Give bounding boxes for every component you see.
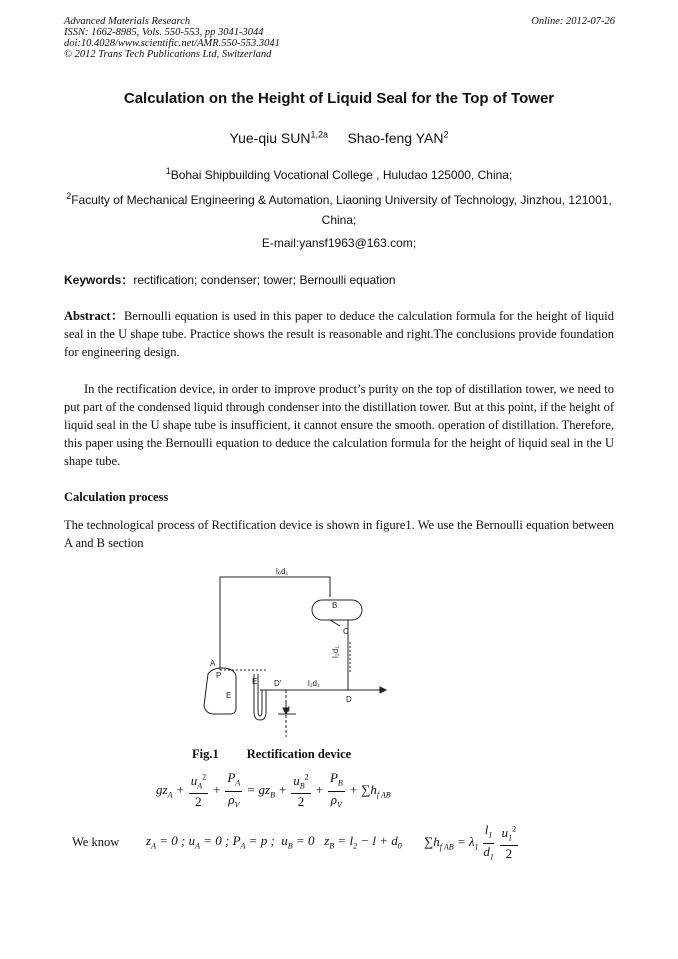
top-pipe xyxy=(220,577,330,670)
online-date: Online: 2012-07-26 xyxy=(531,16,615,27)
author-2-sup: 2 xyxy=(443,129,449,140)
label-Eprime: E' xyxy=(252,677,259,686)
author-2: Shao-feng YAN xyxy=(347,130,444,146)
label-Dprime: D' xyxy=(274,679,282,688)
label-l: l xyxy=(288,705,290,714)
friction-loss-formula: $\sum h_{f AB} = \lambda_1$ $\frac{l_1}{d_1}$ $\frac{u_1^2}{2}$ xyxy=(424,822,517,862)
process-paragraph: The technological process of Rectification device is shown in figure1. We use the Bernoulli equation between A and B section xyxy=(64,518,614,550)
figure-number: Fig.1 xyxy=(192,747,219,761)
affiliation-2: $^2$Faculty of Mechanical Engineering & Automation, Liaoning University of Technology, Jinzhou, 121001, China; xyxy=(66,191,612,227)
issn: ISSN: 1662-8985, Vols. 550-553, pp 3041-3044 xyxy=(64,27,264,38)
section-heading: Calculation process xyxy=(64,490,169,504)
author-1-sup: 1,2a xyxy=(310,129,328,140)
we-know-label: We know xyxy=(72,835,120,849)
abstract-text: Bernoulli equation is used in this paper to deduce the calculation formula for the height of liquid seal in the U shape tube. Practice shows the result is reasonable and right.The conclusions provide foundation for engineering design. xyxy=(64,309,615,359)
doi: doi:10.4028/www.scientific.net/AMR.550-553.3041 xyxy=(64,38,280,49)
label-E: E xyxy=(226,691,232,700)
email: E-mail:yansf1963@163.com; xyxy=(261,236,417,250)
abstract xyxy=(64,307,614,361)
label-B: B xyxy=(332,601,338,610)
journal-name: Advanced Materials Research xyxy=(64,16,191,27)
abstract-label: Abstract： xyxy=(64,309,124,323)
keywords-label: Keywords： xyxy=(64,273,134,287)
affiliation-1: $^1$Bohai Shipbuilding Vocational College , Huludao 125000, China; xyxy=(165,166,513,182)
intro-paragraph: In the rectification device, in order to improve product’s purity on the top of distillation tower, we need to put part of the condensed liquid through condenser into the distillation tower. But at this point, if the height of liquid seal in the U shape tube is insufficient, it cannot ensure the smooth. operation of distillation. Therefore, this paper using the Bernoulli equation to deduce the calculation formula for the height of liquid seal in the U shape tube. xyxy=(64,382,614,468)
label-l0d1: l₀d₁ xyxy=(276,567,289,576)
paper-title: Calculation on the Height of Liquid Seal for the Top of Tower xyxy=(123,90,555,107)
known-conditions: $z_A = 0$ ; $u_A = 0$ ; $P_A = p$ ; $u_B = 0$ $z_B = l_2 - l + d_0$ xyxy=(146,833,402,851)
journal-header xyxy=(64,16,424,60)
label-P: P xyxy=(216,671,222,680)
label-D: D xyxy=(346,695,352,704)
author-1: Yue-qiu SUN xyxy=(229,130,311,146)
label-C: C xyxy=(343,627,349,636)
label-l1d1: l₁d₁ xyxy=(308,679,320,688)
keywords xyxy=(64,271,614,288)
label-A: A xyxy=(210,659,216,668)
figure-caption-text: Rectification device xyxy=(246,747,352,761)
rectification-diagram xyxy=(190,562,390,742)
figure-caption xyxy=(192,747,379,762)
label-l2d1: l₂d₁ xyxy=(331,645,340,658)
authors xyxy=(60,130,618,146)
copyright: © 2012 Trans Tech Publications Ltd, Switzerland xyxy=(64,49,272,60)
bernoulli-equation: $gz_A$ + $\frac{u_A^2}{2}$ + $\frac{P_A}{\rho_V}$ = $gz_B$ + $\frac{u_B^2}{2}$ + $\frac{P_B}{\rho_V}$ + $\sum h_{f AB}$ xyxy=(156,770,391,810)
keywords-text: rectification; condenser; tower; Bernoulli equation xyxy=(133,273,396,287)
